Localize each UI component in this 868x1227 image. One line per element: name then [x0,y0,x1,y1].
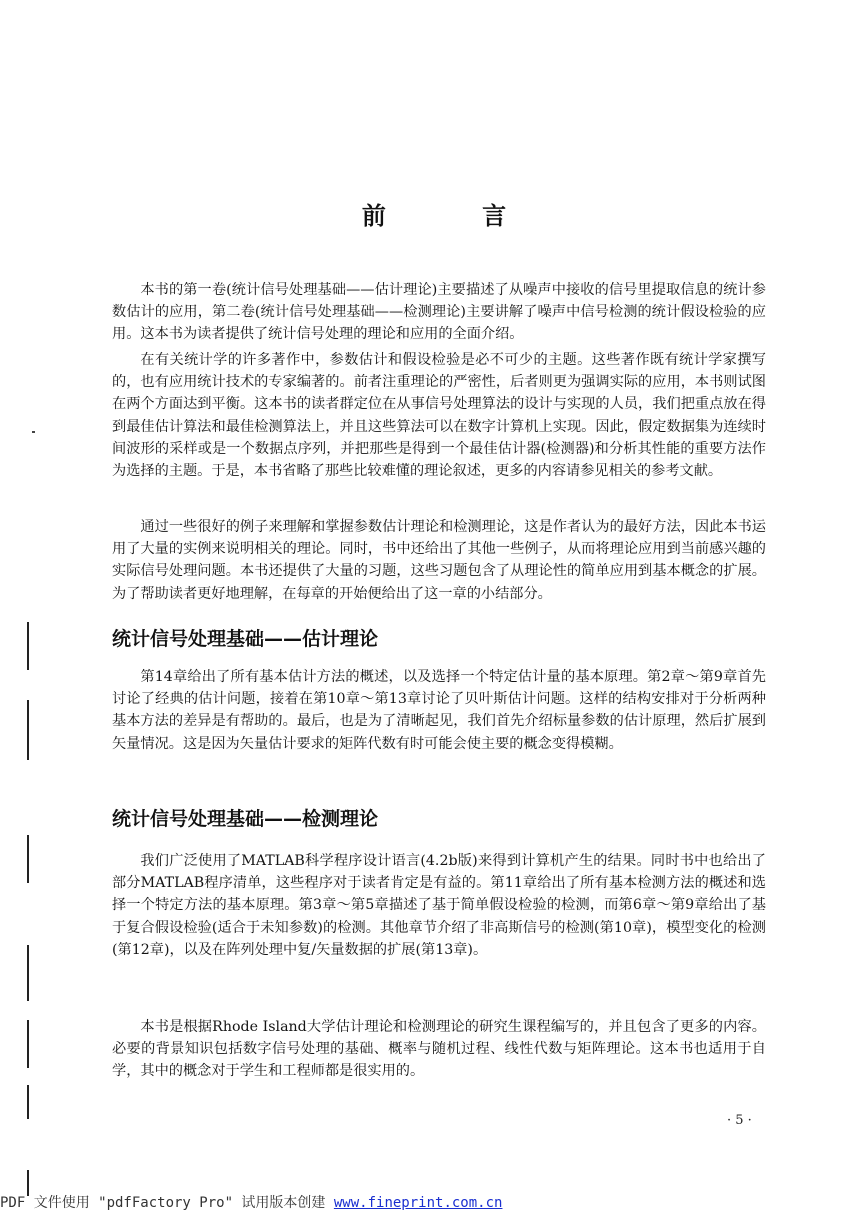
closing-paragraph: 本书是根据Rhode Island大学估计理论和检测理论的研究生课程编写的，并且包含了更多的内容。必要的背景知识包括数字信号处理的基础、概率与随机过程、线性代数与矩阵理论。这本书也适用于自学，其中的概念对于学生和工程师都是很实用的。 [112,1019,766,1080]
page-number: · 5 · [727,1113,752,1128]
scan-margin-line [27,622,29,670]
scan-margin-line [27,945,29,1001]
footer-text: PDF 文件使用 "pdfFactory Pro" 试用版本创建 [0,1195,334,1211]
page-title: 前 言 [361,202,551,230]
intro-paragraph-1: 本书的第一卷(统计信号处理基础——估计理论)主要描述了从噪声中接收的信号里提取信息的统计参数估计的应用，第二卷(统计信号处理基础——检测理论)主要讲解了噪声中信号检测的统计假设检验的应用。这本书为读者提供了统计信号处理的理论和应用的全面介绍。 [112,282,766,343]
scan-margin-line [27,835,29,883]
estimation-paragraph: 第14章给出了所有基本估计方法的概述，以及选择一个特定估计量的基本原理。第2章～第9章首先讨论了经典的估计问题，接着在第10章～第13章讨论了贝叶斯估计问题。这样的结构安排对于分析两种基本方法的差异是有帮助的。最后，也是为了清晰起见，我们首先介绍标量参数的估计原理，然后扩展到矢量情况。这是因为矢量估计要求的矩阵代数有时可能会使主要的概念变得模糊。 [112,669,766,752]
pdf-footer [0,1192,502,1212]
scan-margin-line [27,1020,29,1068]
intro-paragraph-2: 在有关统计学的许多著作中，参数估计和假设检验是必不可少的主题。这些著作既有统计学家撰写的，也有应用统计技术的专家编著的。前者注重理论的严密性，后者则更为强调实际的应用，本书则试图在两个方面达到平衡。这本书的读者群定位在从事信号处理算法的设计与实现的人员，我们把重点放在得到最佳估计算法和最佳检测算法上，并且这些算法可以在数字计算机上实现。因此，假定数据集为连续时间波形的采样或是一个数据点序列，并把那些是得到一个最佳估计器(检测器)和分析其性能的重要方法作为选择的主题。于是，本书省略了那些比较难懂的理论叙述，更多的内容请参见相关的参考文献。 [112,352,766,480]
detection-paragraph: 我们广泛使用了MATLAB科学程序设计语言(4.2b版)来得到计算机产生的结果。同时书中也给出了部分MATLAB程序清单，这些程序对于读者肯定是有益的。第11章给出了所有基本检测方法的概述和选择一个特定方法的基本原理。第3章～第5章描述了基于简单假设检验的检测，而第6章～第9章给出了基于复合假设检验(适合于未知参数)的检测。其他章节介绍了非高斯信号的检测(第10章)，模型变化的检测(第12章)，以及在阵列处理中复/矢量数据的扩展(第13章)。 [112,853,766,958]
intro-paragraph-3: 通过一些很好的例子来理解和掌握参数估计理论和检测理论，这是作者认为的最好方法，因此本书运用了大量的实例来说明相关的理论。同时，书中还给出了其他一些例子，从而将理论应用到当前感兴趣的实际信号处理问题。本书还提供了大量的习题，这些习题包含了从理论性的简单应用到基本概念的扩展。为了帮助读者更好地理解，在每章的开始便给出了这一章的小结部分。 [112,519,766,602]
section-heading-estimation: 统计信号处理基础——估计理论 [112,628,379,650]
section-heading-detection: 统计信号处理基础——检测理论 [112,808,379,830]
scan-margin-line [27,1085,29,1119]
scan-margin-line [27,700,29,760]
footer-link[interactable]: www.fineprint.com.cn [333,1195,503,1211]
scan-speck [32,431,35,433]
